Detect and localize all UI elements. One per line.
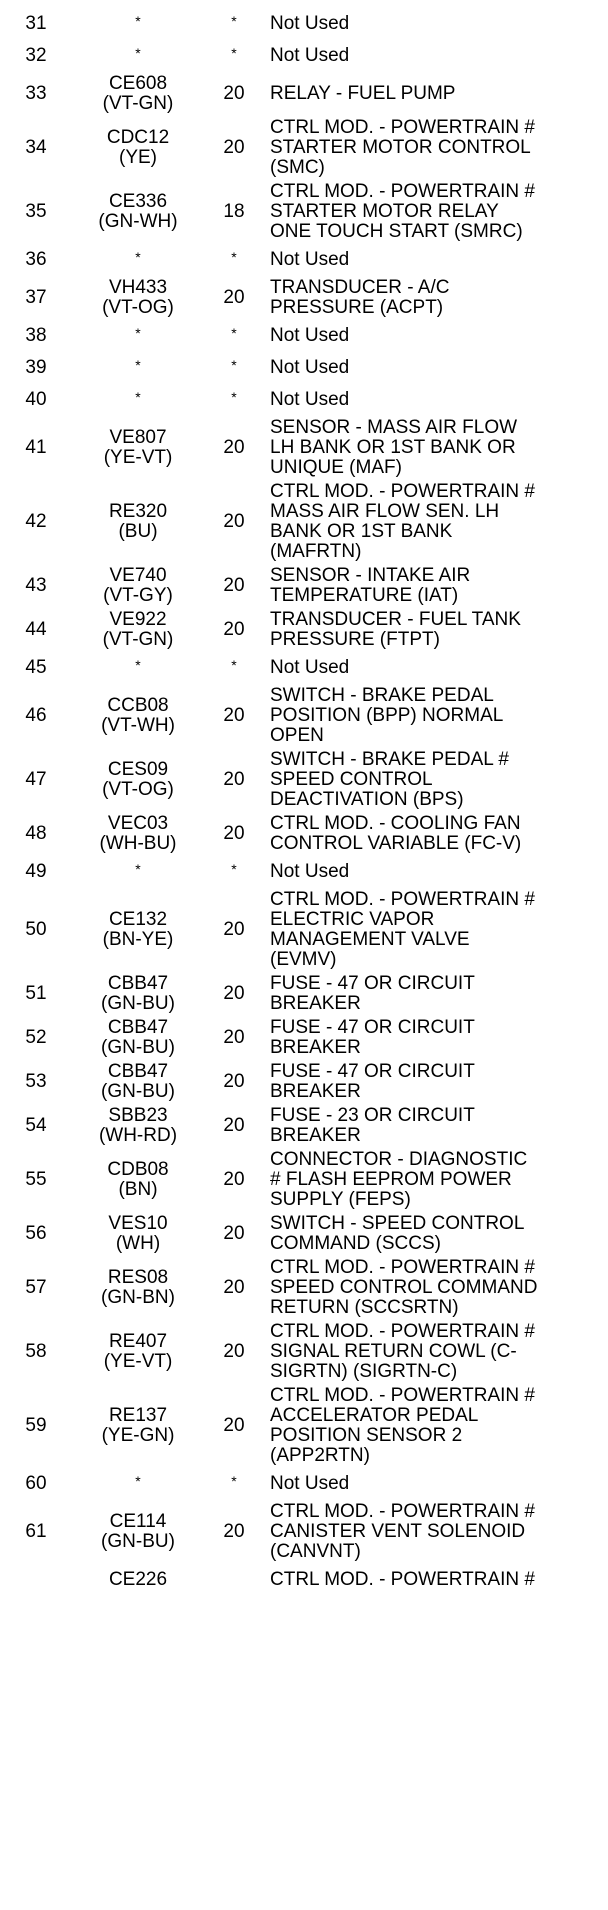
wire-gauge-value: * (231, 1473, 237, 1489)
circuit-function: Not Used (270, 861, 350, 882)
table-row (0, 352, 608, 384)
circuit-id: * (135, 325, 141, 341)
wire-color: (YE-GN) (101, 1425, 175, 1446)
circuit-id: SBB23 (108, 1105, 168, 1126)
wire-gauge-value: 20 (223, 823, 245, 844)
wire-gauge (204, 657, 264, 676)
wire-gauge-value: 20 (223, 1115, 245, 1136)
wire-gauge (204, 769, 264, 791)
circuit-function: CTRL MOD. - POWERTRAIN # SIGNAL RETURN COWL (C- SIGRTN) (SIGRTN-C) (270, 1321, 535, 1382)
pin-number: 61 (25, 1521, 47, 1542)
circuit-cell (72, 610, 204, 650)
table-row (0, 972, 608, 1016)
circuit-id: RES08 (107, 1267, 169, 1288)
circuit-function: SWITCH - BRAKE PEDAL POSITION (BPP) NORMAL OPEN (270, 685, 504, 746)
circuit-id: CCB08 (107, 695, 169, 716)
wire-color: (BU) (118, 521, 158, 542)
circuit-id: VES10 (108, 1213, 168, 1234)
pin-number: 58 (25, 1341, 47, 1362)
table-row (0, 748, 608, 812)
wire-color: (GN-BU) (101, 1531, 175, 1552)
circuit-function: FUSE - 47 OR CIRCUIT BREAKER (270, 973, 475, 1014)
circuit-cell (72, 1570, 204, 1590)
circuit-cell (72, 1062, 204, 1102)
circuit-cell (72, 862, 204, 882)
circuit-cell (72, 760, 204, 800)
circuit-id: CBB47 (107, 1017, 169, 1038)
wire-gauge-value: * (231, 45, 237, 61)
wire-gauge-value: 20 (223, 1027, 245, 1048)
circuit-cell (72, 250, 204, 270)
circuit-function: Not Used (270, 357, 350, 378)
wire-gauge-value: 18 (223, 201, 245, 222)
wire-gauge (204, 575, 264, 597)
pin-number: 37 (25, 287, 47, 308)
table-row (0, 320, 608, 352)
table-row (0, 1148, 608, 1212)
circuit-id: CDB08 (107, 1159, 169, 1180)
table-row (0, 888, 608, 972)
pin-number: 55 (25, 1169, 47, 1190)
circuit-function: Not Used (270, 249, 350, 270)
table-row (0, 652, 608, 684)
circuit-cell (72, 46, 204, 66)
circuit-id: CE226 (108, 1569, 168, 1590)
circuit-cell (72, 1512, 204, 1552)
pin-number: 43 (25, 575, 47, 596)
wire-gauge-value: 20 (223, 1415, 245, 1436)
wire-gauge-value: 20 (223, 1169, 245, 1190)
circuit-cell (72, 1406, 204, 1446)
circuit-cell (72, 566, 204, 606)
table-row (0, 480, 608, 564)
wire-gauge (204, 823, 264, 845)
circuit-id: * (135, 657, 141, 673)
table-row (0, 416, 608, 480)
wire-gauge-value: * (231, 325, 237, 341)
wire-gauge (204, 1115, 264, 1137)
wire-gauge-value: 20 (223, 437, 245, 458)
circuit-cell (72, 1106, 204, 1146)
wire-gauge-value: 20 (223, 137, 245, 158)
circuit-cell (72, 14, 204, 34)
pin-number: 52 (25, 1027, 47, 1048)
circuit-function: Not Used (270, 13, 350, 34)
wire-gauge (204, 1415, 264, 1437)
pin-number: 57 (25, 1277, 47, 1298)
wire-gauge (204, 511, 264, 533)
wire-gauge-value: * (231, 657, 237, 673)
wire-color: (VT-GN) (102, 629, 174, 650)
wire-gauge-value: * (231, 13, 237, 29)
circuit-function: SENSOR - MASS AIR FLOW LH BANK OR 1ST BANK OR UNIQUE (MAF) (270, 417, 518, 478)
circuit-id: VEC03 (107, 813, 169, 834)
wire-gauge (204, 389, 264, 408)
table-row (0, 1384, 608, 1468)
wire-gauge-value: 20 (223, 83, 245, 104)
wire-gauge-value: * (231, 249, 237, 265)
circuit-function: TRANSDUCER - FUEL TANK PRESSURE (FTPT) (270, 609, 521, 650)
circuit-function: Not Used (270, 1473, 350, 1494)
circuit-cell (72, 502, 204, 542)
table-row (0, 812, 608, 856)
wire-gauge (204, 137, 264, 159)
pin-number: 51 (25, 983, 47, 1004)
circuit-cell (72, 1160, 204, 1200)
circuit-id: CBB47 (107, 973, 169, 994)
table-row (0, 1320, 608, 1384)
wire-gauge-value: * (231, 861, 237, 877)
table-row (0, 384, 608, 416)
table-row (0, 116, 608, 180)
pin-number: 38 (25, 325, 47, 346)
wire-gauge (204, 45, 264, 64)
circuit-id: CE608 (108, 73, 168, 94)
circuit-id: * (135, 861, 141, 877)
wire-gauge-value: 20 (223, 1341, 245, 1362)
circuit-function: Not Used (270, 45, 350, 66)
wire-color: (GN-BU) (101, 993, 175, 1014)
circuit-cell (72, 1474, 204, 1494)
circuit-function: FUSE - 23 OR CIRCUIT BREAKER (270, 1105, 475, 1146)
wire-color: (BN-YE) (102, 929, 174, 950)
circuit-function: CTRL MOD. - POWERTRAIN # ELECTRIC VAPOR MANAGEMENT VALVE (EVMV) (270, 889, 535, 970)
circuit-cell (72, 278, 204, 318)
pin-number: 53 (25, 1071, 47, 1092)
table-row (0, 1060, 608, 1104)
circuit-id: * (135, 45, 141, 61)
circuit-cell (72, 1268, 204, 1308)
pin-number: 46 (25, 705, 47, 726)
circuit-cell (72, 358, 204, 378)
circuit-function: SENSOR - INTAKE AIR TEMPERATURE (IAT) (270, 565, 471, 606)
circuit-id: RE137 (108, 1405, 168, 1426)
circuit-cell (72, 658, 204, 678)
circuit-cell (72, 128, 204, 168)
wire-gauge-value: * (231, 357, 237, 373)
wire-gauge (204, 1027, 264, 1049)
table-row (0, 608, 608, 652)
circuit-cell (72, 390, 204, 410)
wire-gauge (204, 325, 264, 344)
pin-number: 40 (25, 389, 47, 410)
wire-color: (VT-GY) (103, 585, 173, 606)
pin-number: 31 (25, 13, 47, 34)
circuit-id: VE922 (109, 609, 167, 630)
table-row (0, 684, 608, 748)
circuit-cell (72, 696, 204, 736)
circuit-cell (72, 974, 204, 1014)
circuit-id: RE320 (108, 501, 168, 522)
wire-gauge-value: * (231, 389, 237, 405)
pin-number: 42 (25, 511, 47, 532)
circuit-id: * (135, 13, 141, 29)
circuit-function: CTRL MOD. - POWERTRAIN # STARTER MOTOR CONTROL (SMC) (270, 117, 535, 178)
wire-gauge (204, 983, 264, 1005)
circuit-cell (72, 326, 204, 346)
table-row (0, 1564, 608, 1596)
wire-gauge-value: 20 (223, 1223, 245, 1244)
circuit-function: CONNECTOR - DIAGNOSTIC # FLASH EEPROM POWER SUPPLY (FEPS) (270, 1149, 528, 1210)
wire-color: (VT-OG) (102, 779, 174, 800)
circuit-cell (72, 1332, 204, 1372)
table-row (0, 180, 608, 244)
pin-number: 60 (25, 1473, 47, 1494)
pin-number: 48 (25, 823, 47, 844)
wire-gauge (204, 1277, 264, 1299)
wire-gauge (204, 619, 264, 641)
circuit-function: RELAY - FUEL PUMP (270, 83, 456, 104)
table-row (0, 1104, 608, 1148)
circuit-function: CTRL MOD. - POWERTRAIN # (270, 1569, 535, 1590)
circuit-id: * (135, 249, 141, 265)
circuit-function: CTRL MOD. - POWERTRAIN # SPEED CONTROL COMMAND RETURN (SCCSRTN) (270, 1257, 538, 1318)
circuit-function: CTRL MOD. - POWERTRAIN # CANISTER VENT SOLENOID (CANVNT) (270, 1501, 535, 1562)
table-row (0, 8, 608, 40)
pin-number: 36 (25, 249, 47, 270)
table-row (0, 276, 608, 320)
wire-gauge (204, 1341, 264, 1363)
circuit-id: * (135, 389, 141, 405)
wire-gauge (204, 861, 264, 880)
wire-color: (BN) (118, 1179, 158, 1200)
circuit-cell (72, 192, 204, 232)
wire-gauge (204, 1521, 264, 1543)
wire-gauge-value: 20 (223, 919, 245, 940)
table-row (0, 1256, 608, 1320)
circuit-cell (72, 1018, 204, 1058)
circuit-id: CE336 (108, 191, 168, 212)
pin-number: 41 (25, 437, 47, 458)
wire-gauge-value: 20 (223, 575, 245, 596)
wire-gauge (204, 1071, 264, 1093)
table-row (0, 1016, 608, 1060)
circuit-id: VE740 (109, 565, 167, 586)
wire-color: (YE-VT) (103, 447, 173, 468)
circuit-function: FUSE - 47 OR CIRCUIT BREAKER (270, 1061, 475, 1102)
circuit-id: * (135, 357, 141, 373)
wire-gauge (204, 83, 264, 105)
pin-number: 50 (25, 919, 47, 940)
wire-gauge-value: 20 (223, 1071, 245, 1092)
circuit-function: Not Used (270, 657, 350, 678)
circuit-cell (72, 910, 204, 950)
wire-gauge (204, 1169, 264, 1191)
circuit-cell (72, 814, 204, 854)
circuit-function: CTRL MOD. - POWERTRAIN # ACCELERATOR PEDAL POSITION SENSOR 2 (APP2RTN) (270, 1385, 535, 1466)
pin-number: 54 (25, 1115, 47, 1136)
pin-number: 33 (25, 83, 47, 104)
table-row (0, 1500, 608, 1564)
circuit-function: SWITCH - SPEED CONTROL COMMAND (SCCS) (270, 1213, 525, 1254)
circuit-id: CE132 (108, 909, 168, 930)
wire-gauge (204, 437, 264, 459)
circuit-id: CBB47 (107, 1061, 169, 1082)
pin-number: 59 (25, 1415, 47, 1436)
wire-color: (YE-VT) (103, 1351, 173, 1372)
wire-gauge-value: 20 (223, 1277, 245, 1298)
wire-color: (GN-BU) (101, 1037, 175, 1058)
pin-number: 44 (25, 619, 47, 640)
wire-gauge-value: 20 (223, 705, 245, 726)
wire-gauge-value: 20 (223, 983, 245, 1004)
wire-gauge (204, 357, 264, 376)
circuit-id: VE807 (109, 427, 167, 448)
circuit-id: CDC12 (106, 127, 170, 148)
wire-gauge (204, 1223, 264, 1245)
pin-number: 39 (25, 357, 47, 378)
table-row (0, 564, 608, 608)
circuit-function: Not Used (270, 325, 350, 346)
wire-gauge-value: 20 (223, 511, 245, 532)
circuit-function: CTRL MOD. - POWERTRAIN # MASS AIR FLOW SEN. LH BANK OR 1ST BANK (MAFRTN) (270, 481, 535, 562)
table-row (0, 244, 608, 276)
pin-number: 34 (25, 137, 47, 158)
wire-color: (VT-WH) (101, 715, 175, 736)
circuit-id: CE114 (109, 1511, 167, 1532)
pin-number: 47 (25, 769, 47, 790)
wire-color: (WH-BU) (99, 833, 177, 854)
wire-gauge (204, 705, 264, 727)
wire-color: (WH-RD) (98, 1125, 178, 1146)
pin-number: 45 (25, 657, 47, 678)
circuit-function: CTRL MOD. - POWERTRAIN # STARTER MOTOR RELAY ONE TOUCH START (SMRC) (270, 181, 535, 242)
wire-color: (VT-GN) (102, 93, 174, 114)
table-row (0, 856, 608, 888)
circuit-cell (72, 74, 204, 114)
wire-gauge-value: 20 (223, 619, 245, 640)
circuit-cell (72, 1214, 204, 1254)
wire-color: (GN-BU) (101, 1081, 175, 1102)
wire-gauge-value: 20 (223, 287, 245, 308)
pin-number: 49 (25, 861, 47, 882)
circuit-id: * (135, 1473, 141, 1489)
circuit-function: CTRL MOD. - COOLING FAN CONTROL VARIABLE (FC-V) (270, 813, 522, 854)
wire-gauge (204, 1473, 264, 1492)
wire-color: (GN-WH) (98, 211, 178, 232)
circuit-id: VH433 (108, 277, 168, 298)
wire-gauge (204, 287, 264, 309)
pin-number: 35 (25, 201, 47, 222)
circuit-id: CES09 (107, 759, 169, 780)
table-row (0, 72, 608, 116)
wire-color: (WH) (115, 1233, 161, 1254)
circuit-function: FUSE - 47 OR CIRCUIT BREAKER (270, 1017, 475, 1058)
table-row (0, 40, 608, 72)
circuit-function: TRANSDUCER - A/C PRESSURE (ACPT) (270, 277, 450, 318)
wire-gauge-value: 20 (223, 769, 245, 790)
wire-gauge-value: 20 (223, 1521, 245, 1542)
wire-gauge (204, 13, 264, 32)
circuit-id: RE407 (108, 1331, 168, 1352)
pin-number: 56 (25, 1223, 47, 1244)
circuit-cell (72, 428, 204, 468)
wire-gauge (204, 249, 264, 268)
circuit-function: SWITCH - BRAKE PEDAL # SPEED CONTROL DEACTIVATION (BPS) (270, 749, 509, 810)
wire-color: (VT-OG) (102, 297, 174, 318)
wire-color: (GN-BN) (101, 1287, 175, 1308)
wire-gauge (204, 201, 264, 223)
pin-number: 32 (25, 45, 47, 66)
wire-gauge (204, 919, 264, 941)
wire-color: (YE) (119, 147, 157, 168)
table-row (0, 1212, 608, 1256)
table-row (0, 1468, 608, 1500)
circuit-function: Not Used (270, 389, 350, 410)
